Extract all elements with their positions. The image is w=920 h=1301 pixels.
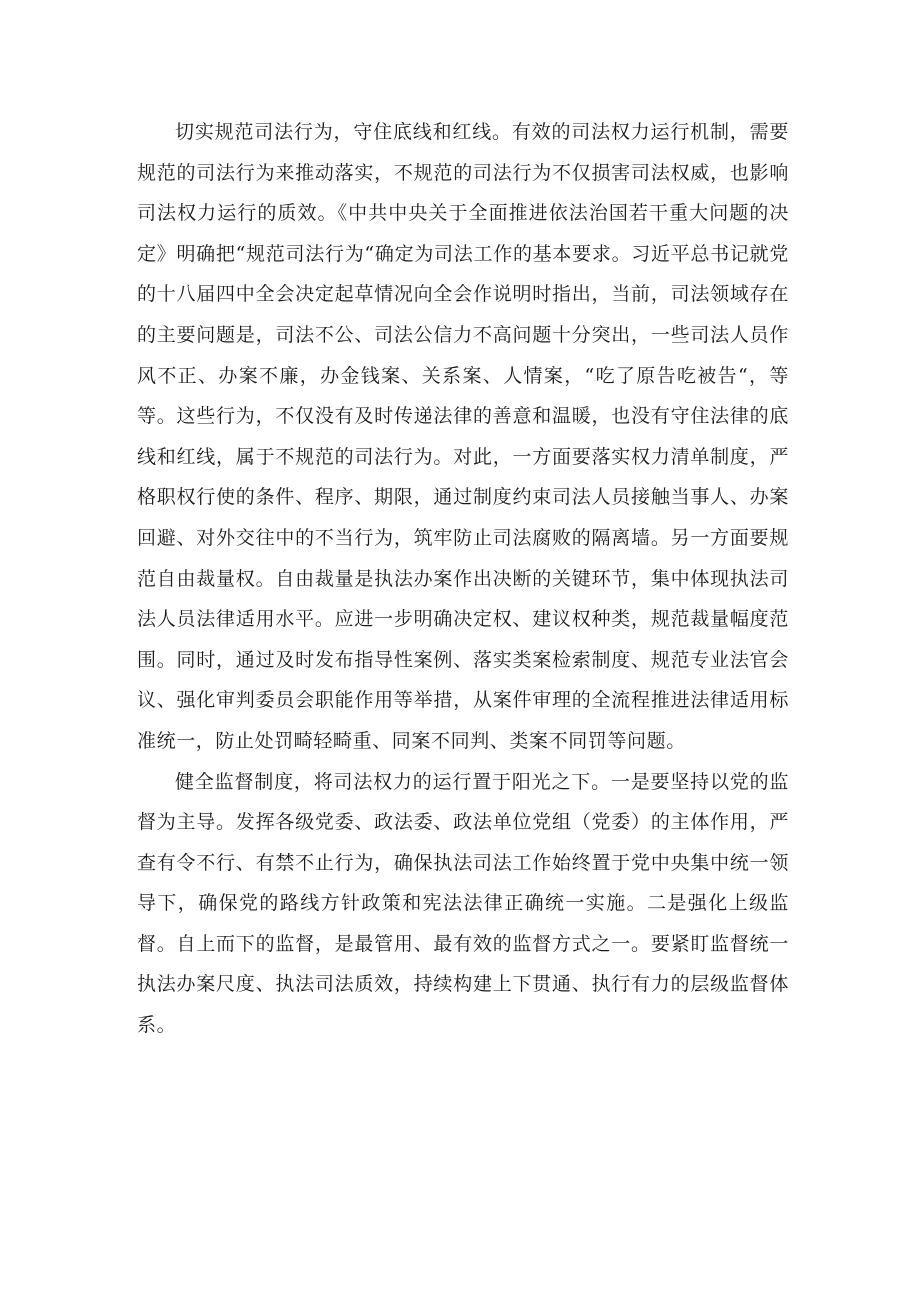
paragraph-regulate-judicial-conduct: 切实规范司法行为，守住底线和红线。有效的司法权力运行机制，需要规范的司法行为来推动落实，不规范的司法行为不仅损害司法权威，也影响司法权力运行的质效。《中共中央关于全面推进依法治国若干重大问题的决定》明确把“规范司法行为“确定为司法工作的基本要求。习近平总书记就党的十八届四中全会决定起草情况向全会作说明时指出，当前，司法领域存在的主要问题是，司法不公、司法公信力不高问题十分突出，一些司法人员作风不正、办案不廉，办金钱案、关系案、人情案，“吃了原告吃被告“，等等。这些行为，不仅没有及时传递法律的善意和温暖，也没有守住法律的底线和红线，属于不规范的司法行为。对此，一方面要落实权力清单制度，严格职权行使的条件、程序、期限，通过制度约束司法人员接触当事人、办案回避、对外交往中的不当行为，筑牢防止司法腐败的隔离墙。另一方面要规范自由裁量权。自由裁量是执法办案作出决断的关键环节，集中体现执法司法人员法律适用水平。应进一步明确决定权、建议权种类，规范裁量幅度范围。同时，通过及时发布指导性案例、落实类案检索制度、规范专业法官会议、强化审判委员会职能作用等举措，从案件审理的全流程推进法律适用标准统一，防止处罚畸轻畸重、同案不同判、类案不同罚等问题。 bbox=[137, 121, 789, 752]
document-body bbox=[137, 112, 789, 1046]
paragraph-supervision-system: 健全监督制度，将司法权力的运行置于阳光之下。一是要坚持以党的监督为主导。发挥各级党委、政法委、政法单位党组（党委）的主体作用，严查有令不行、有禁不止行为，确保执法司法工作始终置于党中央集中统一领导下，确保党的路线方针政策和宪法法律正确统一实施。二是强化上级监督。自上而下的监督，是最管用、最有效的监督方式之一。要紧盯监督统一执法办案尺度、执法司法质效，持续构建上下贯通、执行有力的层级监督体系。 bbox=[137, 770, 789, 1037]
